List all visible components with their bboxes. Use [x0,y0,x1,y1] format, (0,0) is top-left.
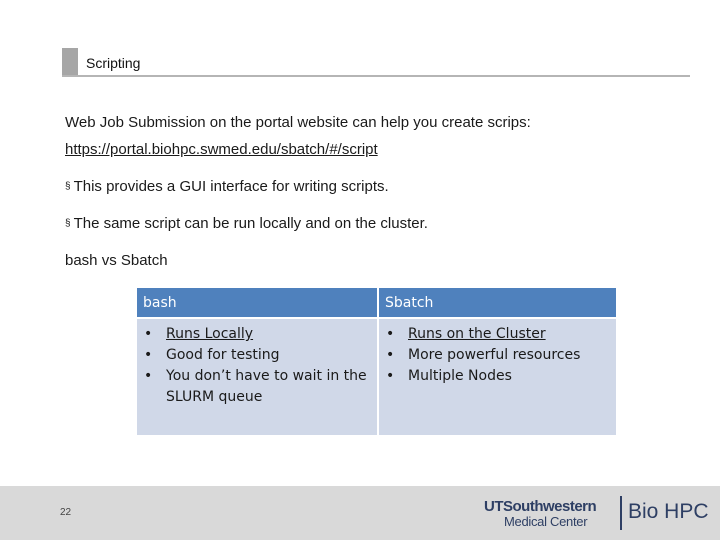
slide-title-bar [62,48,690,77]
bullet-marker-icon: § [65,218,71,229]
table-header-bash: bash [137,288,378,318]
script-portal-link[interactable]: https://portal.biohpc.swmed.edu/sbatch/#/script [65,141,378,158]
bullet-text: The same script can be run locally and on the cluster. [73,215,428,232]
table-header-sbatch: Sbatch [378,288,616,318]
page-number: 22 [60,507,72,518]
ut-southwestern-logo: UTSouthwestern Medical Center [484,498,597,529]
sbatch-list [383,324,612,387]
bash-list [141,324,373,408]
bullet-item-gui [65,178,389,195]
list-item: • More powerful resources [383,345,612,366]
logo-divider [620,496,622,530]
list-item: • Multiple Nodes [383,366,612,387]
table-header-row [137,288,616,318]
list-item: • Runs on the Cluster [383,324,612,345]
list-item: • You don’t have to wait in the SLURM queue [141,366,373,408]
list-item: • Good for testing [141,345,373,366]
slide-title: Scripting [86,55,141,71]
bash-vs-sbatch-table [137,288,616,435]
list-item: • Runs Locally [141,324,373,345]
slide-footer [0,486,720,540]
biohpc-logo: Bio HPC [628,500,709,523]
bullet-item-same-script [65,215,428,232]
bullet-text: This provides a GUI interface for writing scripts. [73,178,389,195]
table-row [137,318,616,435]
comparison-subheading: bash vs Sbatch [65,252,168,269]
bullet-marker-icon: § [65,181,71,192]
intro-text: Web Job Submission on the portal website can help you create scrips: [65,114,531,131]
sbatch-cell [378,318,616,435]
bash-cell [137,318,378,435]
title-accent-bar [62,48,78,75]
